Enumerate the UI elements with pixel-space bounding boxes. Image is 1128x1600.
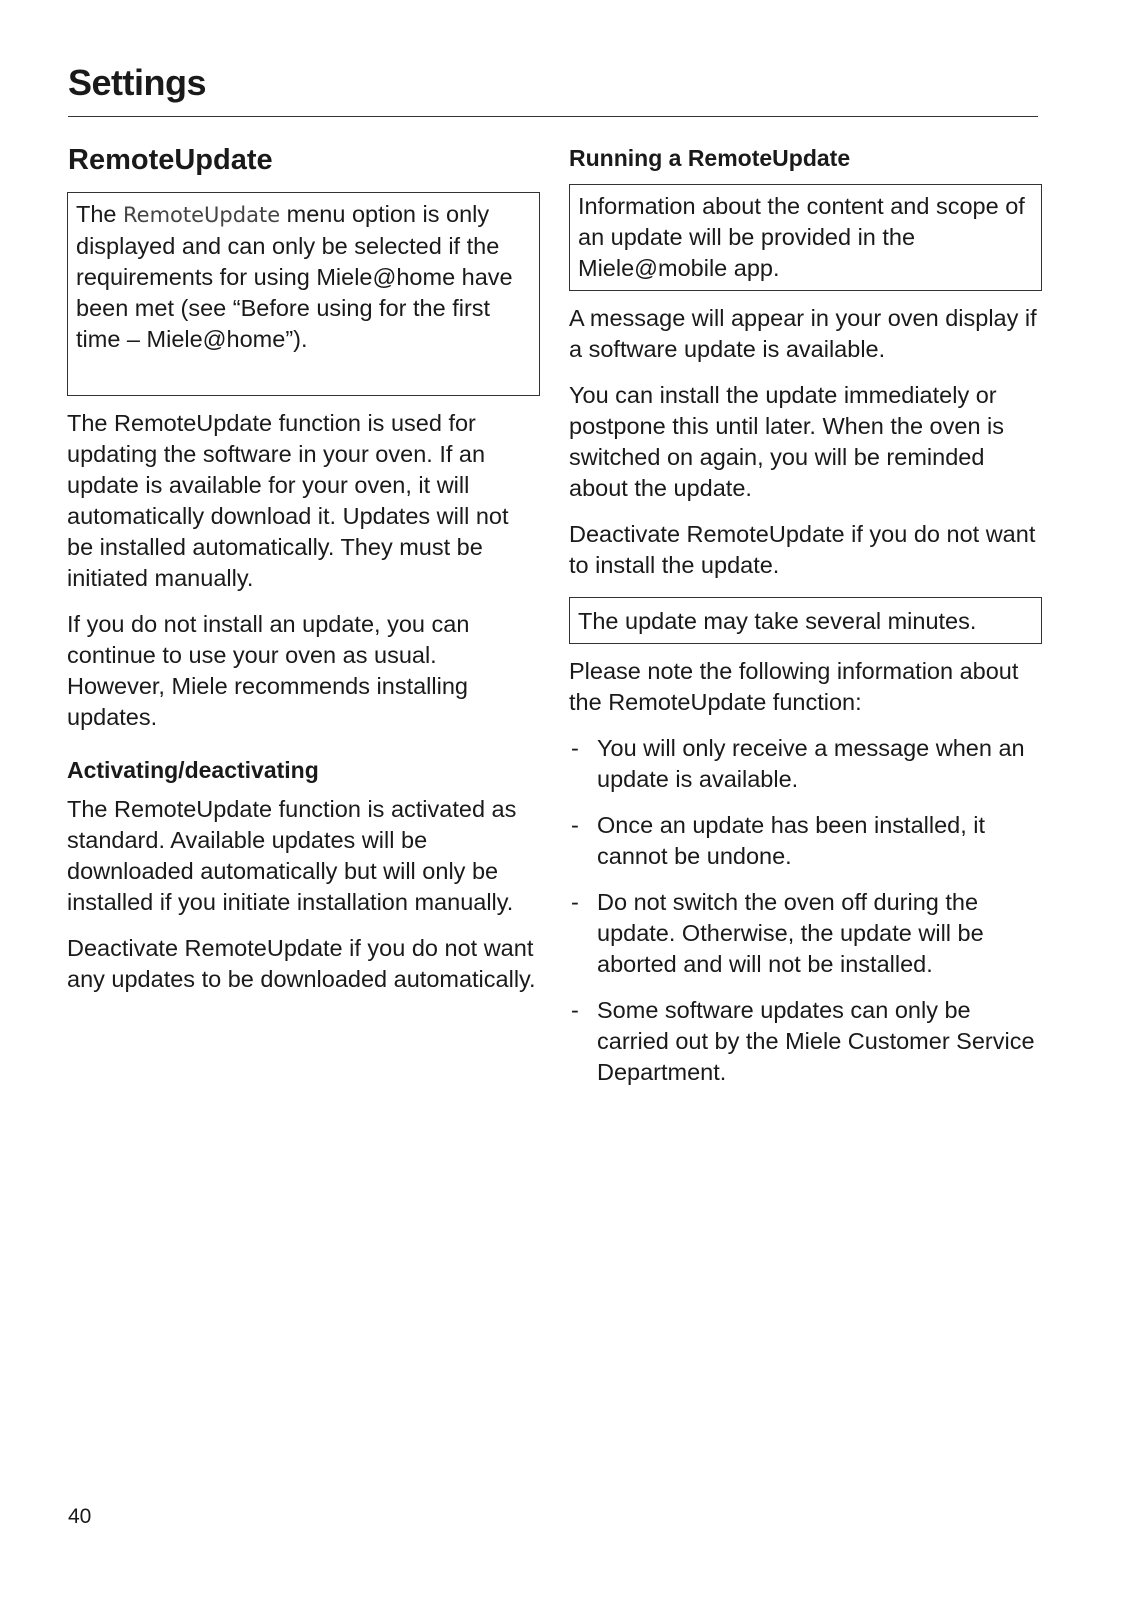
note-pre: The	[76, 201, 124, 227]
list-item	[569, 733, 1041, 795]
subheading: Running a RemoteUpdate	[569, 145, 851, 171]
subheading: Activating/deactivating	[67, 757, 319, 783]
list-item	[569, 887, 1041, 980]
dash-bullet-icon: -	[571, 735, 579, 761]
list-item-text: You will only receive a message when an update is available.	[597, 735, 1025, 792]
dash-bullet-icon: -	[571, 997, 579, 1023]
dash-bullet-icon: -	[571, 812, 579, 838]
paragraph: The RemoteUpdate function is activated as standard. Available updates will be downloaded automatically but will only be installed if you initiate installation manually.	[67, 796, 517, 915]
left-column	[67, 192, 539, 995]
paragraph: If you do not install an update, you can continue to use your oven as usual. However, Miele recommends installing updates.	[67, 611, 470, 730]
page-title: Settings	[68, 62, 207, 103]
paragraph: A message will appear in your oven display if a software update is available.	[569, 305, 1037, 362]
paragraph: Deactivate RemoteUpdate if you do not want to install the update.	[569, 521, 1036, 578]
header-divider	[68, 116, 1038, 117]
note-text: Information about the content and scope of an update will be provided in the Miele@mobile app.	[578, 193, 1025, 281]
note-post: menu option is only displayed and can only be selected if the requirements for using Miele@home have been met (see “Before using for the first time – Miele@home”).	[76, 201, 513, 352]
page-number: 40	[68, 1505, 92, 1528]
paragraph: Please note the following information about the RemoteUpdate function:	[569, 658, 1019, 715]
section-heading: RemoteUpdate	[68, 144, 273, 176]
bullet-list	[569, 733, 1041, 1088]
note-text	[76, 199, 531, 355]
list-item-text: Some software updates can only be carried out by the Miele Customer Service Department.	[597, 997, 1035, 1085]
paragraph: The RemoteUpdate function is used for updating the software in your oven. If an update is available for your oven, it will automatically download it. Updates will not be installed automatically. They must be initiated manually.	[67, 410, 509, 591]
list-item	[569, 995, 1041, 1088]
list-item-text: Once an update has been installed, it cannot be undone.	[597, 812, 986, 869]
note-box	[67, 192, 540, 396]
paragraph: Deactivate RemoteUpdate if you do not want any updates to be downloaded automatically.	[67, 935, 536, 992]
display-text: RemoteUpdate	[123, 203, 281, 227]
dash-bullet-icon: -	[571, 889, 579, 915]
note-box	[569, 184, 1042, 291]
right-column	[569, 145, 1041, 1103]
paragraph: You can install the update immediately or postpone this until later. When the oven is switched on again, you will be reminded about the update.	[569, 382, 1005, 501]
list-item	[569, 810, 1041, 872]
note-text: The update may take several minutes.	[578, 608, 977, 634]
note-box	[569, 597, 1042, 644]
list-item-text: Do not switch the oven off during the update. Otherwise, the update will be aborted and will not be installed.	[597, 889, 984, 977]
